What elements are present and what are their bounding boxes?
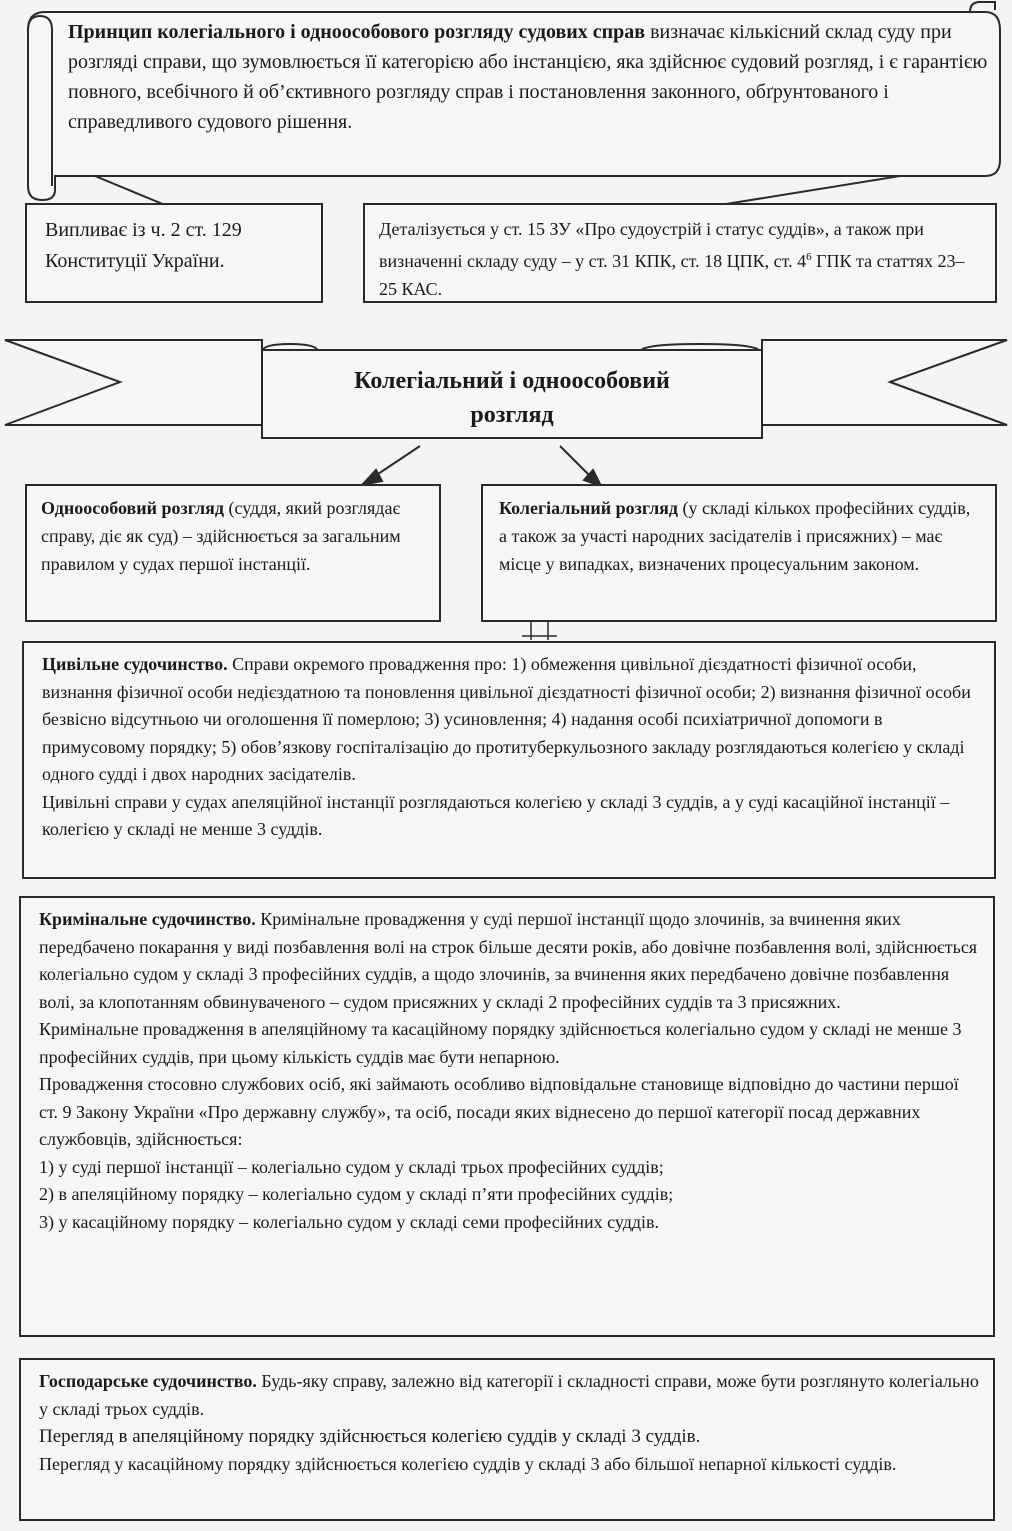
- civil-text-1: Справи окремого провадження про: 1) обмеження цивільної дієздатності фізичної особи, визнання фізичної особи недієздатною та поновлення цивільної дієздатності фізичної особи; 2) визнання фізичної особи безвісно відсутньою чи оголошення її померлою; 3) усиновлення; 4) надання особі психіатричної допомоги в примусовому порядку; 5) обов’язкову госпіталізацію до протитуберкульозного закладу розглядаються колегією у складі одного судді і двох народних засідателів.: [42, 654, 971, 784]
- single-review-box: [25, 484, 441, 622]
- criminal-paragraph-1: [39, 906, 981, 1016]
- connector-left: [95, 176, 165, 205]
- criminal-text-1: Кримінальне провадження у суді першої інстанції щодо злочинів, за вчинення яких передбачено покарання у виді позбавлення волі на строк більше десяти років, або довічне позбавлення волі, здійснюється колегіально судом у складі 3 професійних суддів, а щодо злочинів, за вчинення яких передбачено довічне позбавлення волі, за клопотанням обвинуваченого – судом присяжних у складі 2 професійних суддів та 3 присяжних.: [39, 909, 978, 1012]
- source-laws-text-end: ГПК та статтях 23–25 КАС.: [379, 251, 965, 299]
- criminal-text-3: Провадження стосовно службових осіб, які займають особливо відповідальне становище відповідно до частини першої ст. 9 Закону України «Про державну службу», та осіб, посади яких віднесено до першої категорії посад державних службовців, здійснюється:: [39, 1074, 959, 1149]
- criminal-list-item-3: 3) у касаційному порядку – колегіально судом у складі семи професійних суддів.: [39, 1211, 660, 1232]
- criminal-heading: Кримінальне судочинство.: [39, 909, 256, 929]
- commercial-text-3: Перегляд у касаційному порядку здійснюється колегією суддів у складі 3 або більшої непарної кількості суддів.: [39, 1453, 897, 1474]
- banner-title: [262, 364, 762, 432]
- commercial-paragraph-1: [39, 1368, 981, 1423]
- criminal-list-item-2: 2) в апеляційному порядку – колегіально судом у складі п’яти професійних суддів;: [39, 1184, 674, 1204]
- banner-title-line2: розгляд: [470, 402, 554, 428]
- principle-text: [68, 17, 988, 137]
- commercial-box: [19, 1358, 995, 1521]
- collegial-review-text: (у складі кількох професійних суддів, а також за участі народних засідателів і присяжних) – має місце у випадках, визначених процесуальним законом.: [499, 498, 971, 574]
- source-constitution-box: [25, 203, 323, 303]
- commercial-text-2: Перегляд в апеляційному порядку здійснюється колегією суддів у складі 3 суддів.: [39, 1426, 701, 1447]
- source-laws-sup: 6: [806, 251, 812, 263]
- criminal-list-item-1: 1) у суді першої інстанції – колегіально судом у складі трьох професійних суддів;: [39, 1156, 664, 1177]
- source-laws-box: [363, 203, 997, 303]
- civil-box: [22, 641, 996, 879]
- single-review-text: (суддя, який розглядає справу, діє як суд) – здійснюється за загальним правилом у судах першої інстанції.: [41, 498, 401, 574]
- collegial-review-box: [481, 484, 997, 622]
- single-review-heading: Одноособовий розгляд: [41, 498, 224, 518]
- collegial-review-heading: Колегіальний розгляд: [499, 498, 679, 518]
- banner-title-line1: Колегіальний і одноособовий: [354, 368, 670, 394]
- principle-body: визначає кількісний склад суду при розгляді справи, що зумовлюється її категорією або інстанцією, яка здійснює судовий розгляд, і є гарантією повного, всебічного й об’єктивного розгляду справ і постановлення законного, обґрунтованого і справедливого судового рішення.: [68, 21, 988, 133]
- civil-paragraph-1: [42, 651, 980, 789]
- civil-text-2: Цивільні справи у судах апеляційної інстанції розглядаються колегією у складі 3 суддів, а у суді касаційної інстанції – колегією у складі не менше 3 суддів.: [42, 791, 950, 839]
- source-laws-text: Деталізується у ст. 15 ЗУ «Про судоустрій і статус суддів», а також при визначенні складу суду – у ст. 31 КПК, ст. 18 ЦПК, ст. 4: [379, 219, 924, 271]
- criminal-text-2: Кримінальне провадження в апеляційному та касаційному порядку здійснюється колегіально судом у складі не менше 3 професійних суддів, при цьому кількість суддів має бути непарною.: [39, 1019, 962, 1067]
- commercial-text-1: Будь-яку справу, залежно від категорії і складності справи, може бути розглянуто колегіально у складі трьох суддів.: [39, 1371, 979, 1419]
- source-constitution-text: Випливає із ч. 2 ст. 129 Конституції України.: [45, 219, 242, 272]
- criminal-box: [19, 896, 995, 1337]
- down-arrow: [522, 622, 557, 640]
- connector-right: [720, 176, 900, 205]
- civil-heading: Цивільне судочинство.: [42, 654, 228, 674]
- commercial-heading: Господарське судочинство.: [39, 1371, 257, 1391]
- arrows-split: [362, 446, 601, 486]
- principle-heading: Принцип колегіального і одноособового розгляду судових справ: [68, 21, 646, 43]
